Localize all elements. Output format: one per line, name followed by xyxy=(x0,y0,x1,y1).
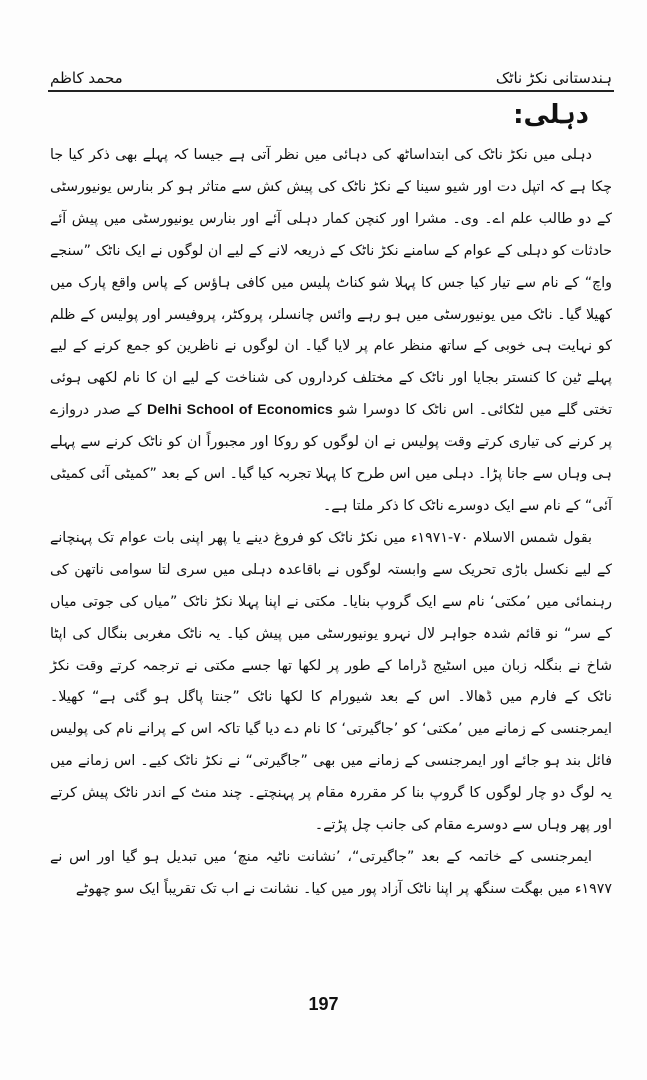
author-name: محمد کاظم xyxy=(50,69,123,87)
header-divider xyxy=(48,90,614,92)
running-header xyxy=(50,60,612,88)
paragraph-1-text-before: دہلی میں نکڑ ناٹک کی ابتداساٹھ کی دہائی میں نظر آتی ہے جیسا کہ پہلے بھی ذکر کیا جا چکا ہے کہ اتپل دت اور شیو سینا کے نکڑ ناٹک کی پیش کش سے متاثر ہو کر بنارس یونیورسٹی کے دو طالب علم اے۔ وی۔ مشرا اور کنچن کمار دہلی آئے اور بنارس یونیورسٹی میں پیش آئے حادثات کو دہلی کے عوام کے سامنے نکڑ ناٹک کے ذریعہ لانے کے لیے ان لوگوں نے ایک ناٹک ”سنجے واچ“ کے نام سے تیار کیا جس کا پہلا شو کناٹ پلیس میں کافی ہاؤس کے پاس واقع پارک میں کھیلا گیا۔ ناٹک میں یونیورسٹی میں ہو رہے وائس چانسلر، پروکٹر، پروفیسر اور پولیس کے ظلم کو نہایت ہی خوبی کے ساتھ منظر عام پر لایا گیا۔ ان لوگوں نے ناظرین کو جمع کرنے کے لیے پہلے ٹین کا کنستر بجایا اور ناٹک کے مختلف کرداروں کی شناخت کے لیے ان کا نام لکھی ہوئی تختی گلے میں لٹکائی۔ اس ناٹک کا دوسرا شو xyxy=(50,147,613,419)
paragraph-3: ایمرجنسی کے خاتمہ کے بعد ”جاگیرتی“، ’نشانت ناٹیہ منچ‘ میں تبدیل ہو گیا اور اس نے ۱۹۷۷ء میں بھگت سنگھ پر اپنا ناٹک آزاد پور میں کیا۔ نشانت نے اب تک تقریباً ایک سو چھوٹے xyxy=(50,848,612,897)
page-number: 197 xyxy=(308,994,339,1014)
paragraph-1-text-after: کے صدر دروازے پر کرنے کی تیاری کرتے وقت پولیس نے ان لوگوں کو روکا اور مجبوراً ان کو ناٹک کرنے سے پہلے ہی وہاں سے جانا پڑا۔ دہلی میں اس طرح کا پہلا تجربہ کیا گیا۔ اس کے بعد ”کمیٹی آئی کمیٹی آئی“ کے نام سے ایک دوسرے ناٹک کا ذکر ملتا ہے۔ xyxy=(50,402,612,514)
paragraph-1-institution-name: Delhi School of Economics xyxy=(147,402,333,419)
body-text xyxy=(50,140,612,906)
paragraph-2: بقول شمس الاسلام ۷۰-۱۹۷۱ء میں نکڑ ناٹک کو فروغ دینے یا پھر اپنی بات عوام تک پہنچانے کے لیے نکسل باڑی تحریک سے وابستہ لوگوں نے باقاعدہ دہلی میں سری لتا سوامی ناتھن کی رہنمائی میں ’مکتی‘ نام سے ایک گروپ بنایا۔ مکتی نے اپنا پہلا نکڑ ناٹک ”میاں کی جوتی میاں کے سر“ نو قائم شدہ جواہر لال نہرو یونیورسٹی میں پیش کیا۔ یہ ناٹک مغربی بنگال کی اپٹا شاخ نے بنگلہ زبان میں اسٹیج ڈراما کے طور پر لکھا تھا جسے مکتی نے ترجمہ کرتے وقت نکڑ ناٹک کے فارم میں ڈھالا۔ اس کے بعد شیورام کا لکھا ناٹک ”جنتا پاگل ہو گئی ہے“ کھیلا۔ ایمرجنسی کے زمانے میں ’مکتی‘ کو ’جاگیرتی‘ کا نام دے دیا گیا تاکہ اس کے پرانے نام کی پولیس فائل بند ہو جائے اور ایمرجنسی کے زمانے میں بھی ”جاگیرتی“ نے نکڑ ناٹک کیے۔ اس زمانے میں یہ لوگ دو چار لوگوں کا گروپ بنا کر مقررہ مقام پر پہنچتے۔ چند منٹ کے اندر ناٹک پیش کرتے اور پھر وہاں سے دوسرے مقام کی جانب چل پڑتے۔ xyxy=(50,529,612,834)
paragraph-1 xyxy=(50,140,612,523)
section-heading: دہلی: xyxy=(513,100,589,130)
book-title: ہندستانی نکڑ ناٹک xyxy=(495,69,612,87)
